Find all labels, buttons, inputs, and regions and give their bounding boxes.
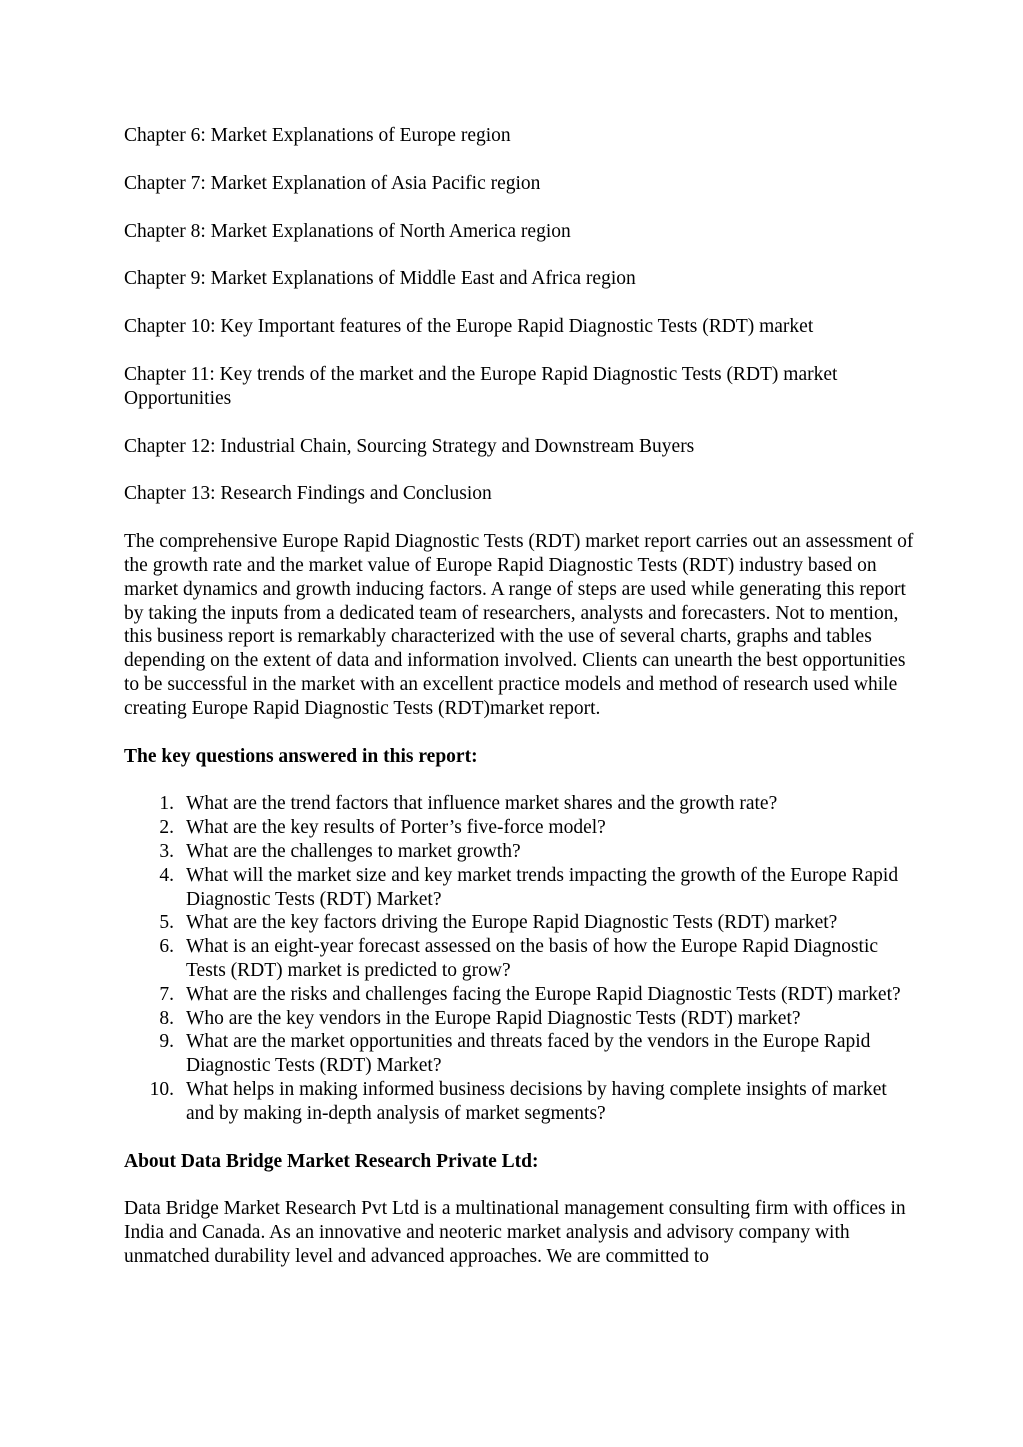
question-text: What are the trend factors that influence market shares and the growth rate? bbox=[186, 793, 778, 815]
page-content bbox=[124, 124, 914, 1293]
question-item bbox=[124, 983, 914, 1007]
question-item bbox=[124, 1078, 914, 1126]
question-number: 6. bbox=[159, 936, 174, 958]
question-text: What are the challenges to market growth? bbox=[186, 840, 521, 862]
question-item bbox=[124, 911, 914, 935]
chapter-line: Chapter 13: Research Findings and Conclusion bbox=[124, 483, 492, 505]
questions-list bbox=[124, 792, 914, 1125]
about-heading: About Data Bridge Market Research Private Ltd: bbox=[124, 1150, 539, 1172]
question-text: What helps in making informed business decisions by having complete insights of market and by making in-depth analysis of market segments? bbox=[186, 1078, 887, 1124]
about-paragraph: Data Bridge Market Research Pvt Ltd is a multinational management consulting firm with offices in India and Canada. As an innovative and neoteric market analysis and advisory company with unmatched durability level and advanced approaches. We are committed to bbox=[124, 1198, 906, 1267]
chapter-line: Chapter 8: Market Explanations of North America region bbox=[124, 220, 571, 242]
question-number: 3. bbox=[159, 840, 174, 862]
question-item bbox=[124, 816, 914, 840]
question-text: What is an eight-year forecast assessed on the basis of how the Europe Rapid Diagnostic Tests (RDT) market is predicted to grow? bbox=[186, 936, 879, 981]
question-number: 7. bbox=[159, 983, 174, 1005]
chapter-line: Chapter 9: Market Explanations of Middle East and Africa region bbox=[124, 268, 636, 290]
question-text: What are the risks and challenges facing the Europe Rapid Diagnostic Tests (RDT) market? bbox=[186, 983, 901, 1005]
question-item bbox=[124, 840, 914, 864]
question-number: 1. bbox=[159, 793, 174, 815]
question-item bbox=[124, 935, 914, 983]
question-number: 4. bbox=[159, 864, 174, 886]
question-text: What are the key results of Porter’s five-force model? bbox=[186, 817, 606, 839]
chapter-line: Chapter 7: Market Explanation of Asia Pacific region bbox=[124, 172, 541, 194]
question-text: Who are the key vendors in the Europe Rapid Diagnostic Tests (RDT) market? bbox=[186, 1007, 801, 1029]
question-item bbox=[124, 1030, 914, 1078]
question-item bbox=[124, 792, 914, 816]
question-text: What will the market size and key market trends impacting the growth of the Europe Rapid Diagnostic Tests (RDT) Market? bbox=[186, 864, 899, 910]
questions-heading: The key questions answered in this report: bbox=[124, 745, 478, 767]
question-number: 2. bbox=[159, 817, 174, 839]
chapter-line: Chapter 10: Key Important features of the Europe Rapid Diagnostic Tests (RDT) market bbox=[124, 316, 814, 338]
question-number: 10. bbox=[149, 1078, 174, 1100]
question-number: 5. bbox=[159, 912, 174, 934]
summary-paragraph: The comprehensive Europe Rapid Diagnostic Tests (RDT) market report carries out an assessment of the growth rate and the market value of Europe Rapid Diagnostic Tests (RDT) industry based on market dynamics and growth inducing factors. A range of steps are used while generating this report by taking the inputs from a dedicated team of researchers, analysts and forecasters. Not to mention, this business report is remarkably characterized with the use of several charts, graphs and tables depending on the extent of data and information involved. Clients can unearth the best opportunities to be successful in the market with an excellent practice models and method of research used while creating Europe Rapid Diagnostic Tests (RDT)market report. bbox=[124, 531, 914, 719]
question-item bbox=[124, 1007, 914, 1031]
question-text: What are the key factors driving the Europe Rapid Diagnostic Tests (RDT) market? bbox=[186, 912, 838, 934]
question-number: 8. bbox=[159, 1007, 174, 1029]
question-text: What are the market opportunities and threats faced by the vendors in the Europe Rapid Diagnostic Tests (RDT) Market? bbox=[186, 1031, 871, 1077]
chapter-line: Chapter 11: Key trends of the market and the Europe Rapid Diagnostic Tests (RDT) market Opportunities bbox=[124, 363, 838, 409]
question-item bbox=[124, 864, 914, 912]
question-number: 9. bbox=[159, 1031, 174, 1053]
chapter-line: Chapter 12: Industrial Chain, Sourcing Strategy and Downstream Buyers bbox=[124, 435, 695, 457]
chapter-line: Chapter 6: Market Explanations of Europe region bbox=[124, 125, 511, 146]
